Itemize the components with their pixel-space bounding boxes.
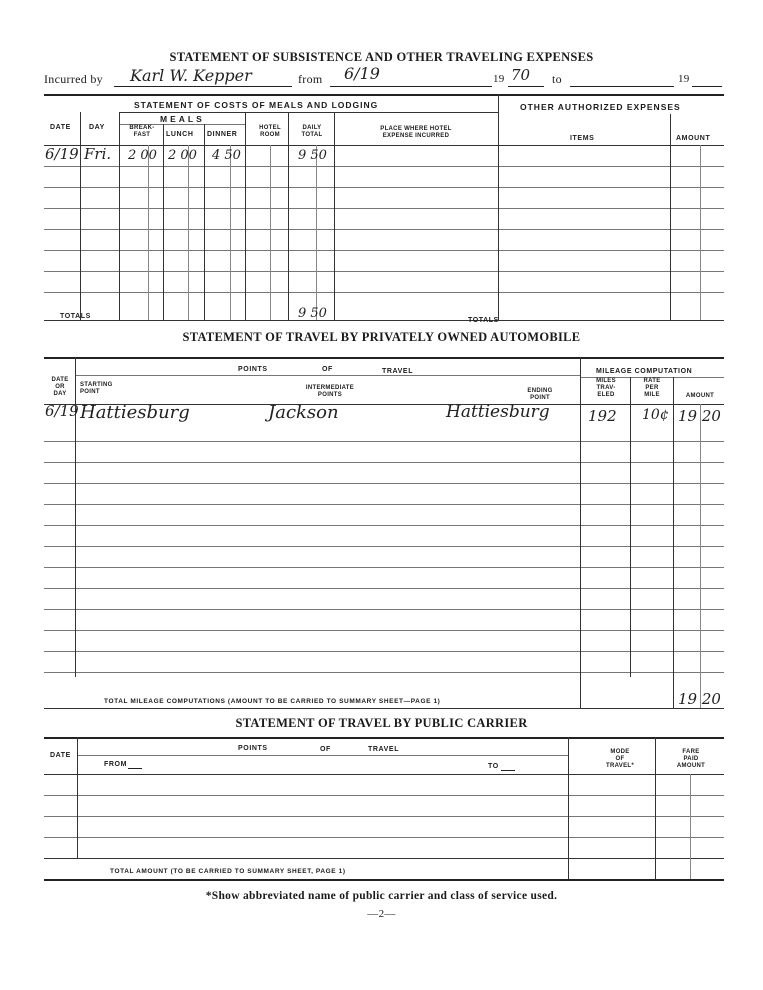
year-prefix-2: 19: [678, 73, 690, 85]
daily-total-value[interactable]: 9 50: [298, 148, 327, 163]
carrier-total-label: TOTAL AMOUNT (TO BE CARRIED TO SUMMARY SHEET, PAGE 1): [110, 868, 346, 875]
meal-date-value[interactable]: 6/19: [45, 145, 79, 163]
incurred-by-value[interactable]: Karl W. Kepper: [130, 66, 252, 85]
rate-per-mile-header: RATE PER MILE: [643, 378, 661, 398]
total-mileage-label: TOTAL MILEAGE COMPUTATIONS (AMOUNT TO BE CARRIED TO SUMMARY SHEET—PAGE 1): [104, 698, 441, 705]
ending-point-header: ENDING POINT: [527, 388, 553, 401]
starting-point-value[interactable]: Hattiesburg: [80, 402, 190, 423]
dinner-header: DINNER: [207, 131, 238, 138]
daily-total-header: DAILY TOTAL: [301, 125, 323, 138]
mode-of-travel-header: MODE OF TRAVEL*: [606, 749, 634, 769]
lunch-header: LUNCH: [166, 131, 194, 138]
auto-date-value[interactable]: 6/19: [45, 402, 79, 420]
meals-group-header: MEALS: [160, 114, 205, 124]
meals-totals-value[interactable]: 9 50: [298, 306, 327, 321]
auto-section-title: STATEMENT OF TRAVEL BY PRIVATELY OWNED AUTOMOBILE: [182, 330, 581, 344]
lunch-value[interactable]: 2 00: [168, 148, 197, 163]
place-header: PLACE WHERE HOTEL EXPENSE INCURRED: [380, 126, 452, 139]
intermediate-points-value[interactable]: Jackson: [268, 402, 339, 423]
total-mileage-value[interactable]: 19 20: [678, 690, 721, 708]
from-label: from: [298, 72, 323, 86]
carrier-points-word3: TRAVEL: [368, 746, 400, 753]
year-prefix-1: 19: [493, 73, 505, 85]
meals-section-title: STATEMENT OF COSTS OF MEALS AND LODGING: [134, 100, 379, 110]
starting-point-header: STARTING POINT: [80, 382, 113, 395]
mileage-computation-header: MILEAGE COMPUTATION: [596, 368, 693, 375]
fare-paid-header: FARE PAID AMOUNT: [676, 749, 706, 769]
footnote: *Show abbreviated name of public carrier and class of service used.: [205, 890, 558, 902]
items-header: ITEMS: [570, 135, 595, 142]
breakfast-header: BREAK- FAST: [129, 125, 155, 138]
other-amount-header: AMOUNT: [676, 135, 711, 142]
incurred-by-label: Incurred by: [44, 72, 103, 86]
to-label: to: [552, 72, 562, 86]
auto-points-word3: TRAVEL: [382, 368, 414, 375]
carrier-to-label: TO: [488, 763, 499, 770]
miles-traveled-value[interactable]: 192: [588, 407, 617, 425]
meals-totals-label: TOTALS: [60, 313, 91, 320]
mileage-amount-value[interactable]: 19 20: [678, 407, 721, 425]
miles-traveled-header: MILES TRAV- ELED: [596, 378, 616, 398]
other-expenses-title: OTHER AUTHORIZED EXPENSES: [520, 102, 681, 112]
intermediate-points-header: INTERMEDIATE POINTS: [305, 385, 355, 398]
auto-points-word2: OF: [322, 366, 333, 373]
dinner-value[interactable]: 4 50: [212, 148, 241, 163]
other-totals-label: TOTALS: [468, 317, 499, 324]
carrier-points-word2: OF: [320, 746, 331, 753]
rate-per-mile-value[interactable]: 10¢: [642, 407, 669, 423]
auto-points-word1: POINTS: [238, 366, 268, 373]
carrier-points-word1: POINTS: [238, 745, 268, 752]
meal-day-value[interactable]: Fri.: [84, 145, 112, 163]
ending-point-value[interactable]: Hattiesburg: [446, 402, 550, 422]
mileage-amount-header: AMOUNT: [685, 393, 715, 399]
page-number: —2—: [367, 908, 396, 920]
carrier-from-label: FROM: [104, 761, 128, 768]
auto-date-header: DATE OR DAY: [51, 377, 69, 397]
meals-day-header: DAY: [89, 124, 105, 131]
from-date-value[interactable]: 6/19: [344, 64, 380, 83]
breakfast-value[interactable]: 2 00: [128, 148, 157, 163]
form-title: STATEMENT OF SUBSISTENCE AND OTHER TRAVELING EXPENSES: [169, 50, 594, 64]
carrier-section-title: STATEMENT OF TRAVEL BY PUBLIC CARRIER: [235, 716, 528, 730]
meals-date-header: DATE: [50, 124, 71, 131]
hotel-room-header: HOTEL ROOM: [259, 125, 281, 138]
carrier-date-header: DATE: [50, 752, 71, 759]
year-value-1[interactable]: 70: [511, 66, 531, 84]
